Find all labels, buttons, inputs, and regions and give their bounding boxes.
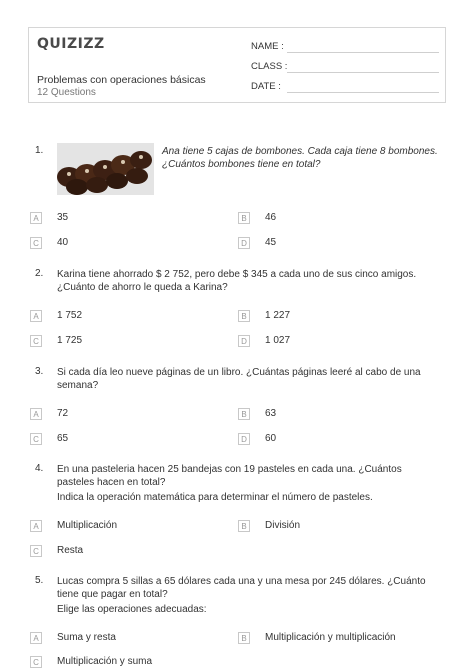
option-text: División — [265, 520, 301, 531]
option-text: Multiplicación y suma — [57, 656, 153, 667]
option-letter: C — [30, 237, 42, 249]
option-letter: A — [30, 212, 42, 224]
option-letter: A — [30, 520, 42, 532]
question-number: 2. — [35, 268, 44, 279]
option-text: 45 — [265, 237, 277, 248]
option-letter: B — [238, 632, 250, 644]
option-letter: C — [30, 545, 42, 557]
option-text: 46 — [265, 212, 277, 223]
option-letter: A — [30, 310, 42, 322]
class-field[interactable] — [251, 61, 287, 72]
option-text: 63 — [265, 408, 277, 419]
question-text: Ana tiene 5 cajas de bombones. Cada caja tiene 8 bombones. ¿Cuántos bombones tiene en total? — [162, 146, 438, 170]
option-text: Resta — [57, 545, 84, 556]
question-number: 4. — [35, 463, 44, 474]
question-number: 3. — [35, 366, 44, 377]
worksheet-title: Problemas con operaciones básicas — [37, 74, 206, 86]
option-letter: C — [30, 335, 42, 347]
option-text: 35 — [57, 212, 69, 223]
class-label: CLASS : — [251, 61, 288, 72]
option-letter: B — [238, 310, 250, 322]
option-text: 1 752 — [57, 310, 83, 321]
question-instruction: Indica la operación matemática para determinar el número de pasteles. — [57, 492, 373, 503]
option-text: 1 725 — [57, 335, 83, 346]
option-text: 1 027 — [265, 335, 291, 346]
option-text: Multiplicación y multiplicación — [265, 632, 396, 643]
name-label: NAME : — [251, 41, 284, 52]
class-line — [287, 72, 439, 73]
question-text: Si cada día leo nueve páginas de un libro. ¿Cuántas páginas leeré al cabo de una semana? — [57, 367, 421, 391]
question-text: Lucas compra 5 sillas a 65 dólares cada una y una mesa por 245 dólares. ¿Cuánto tiene que pagar en total? — [57, 576, 426, 600]
option-letter: A — [30, 408, 42, 420]
date-label: DATE : — [251, 81, 281, 92]
worksheet-header — [28, 27, 446, 103]
question-number: 1. — [35, 145, 44, 156]
option-text: 65 — [57, 433, 69, 444]
option-text: 1 227 — [265, 310, 291, 321]
option-text: 72 — [57, 408, 69, 419]
question-instruction: Elige las operaciones adecuadas: — [57, 604, 207, 615]
question-text: Karina tiene ahorrado $ 2 752, pero debe $ 345 a cada uno de sus cinco amigos. ¿Cuánto de ahorro le queda a Karina? — [57, 269, 417, 293]
option-text: 60 — [265, 433, 277, 444]
option-letter: D — [238, 335, 250, 347]
name-line — [287, 52, 439, 53]
chocolates-image — [57, 143, 154, 195]
option-text: Multiplicación — [57, 520, 118, 531]
name-field[interactable] — [251, 41, 284, 52]
question-count: 12 Questions — [37, 87, 96, 98]
option-letter: B — [238, 408, 250, 420]
question-text: En una pasteleria hacen 25 bandejas con 19 pasteles en cada una. ¿Cuántos pasteles hacen en total? — [57, 464, 402, 488]
option-letter: D — [238, 237, 250, 249]
option-text: Suma y resta — [57, 632, 116, 643]
option-letter: C — [30, 433, 42, 445]
option-letter: A — [30, 632, 42, 644]
option-letter: D — [238, 433, 250, 445]
quizizz-logo: QUIZIZZ — [37, 36, 105, 52]
option-text: 40 — [57, 237, 69, 248]
date-field[interactable] — [251, 81, 281, 92]
option-letter: C — [30, 656, 42, 668]
option-letter: B — [238, 212, 250, 224]
date-line — [287, 92, 439, 93]
option-letter: B — [238, 520, 250, 532]
question-number: 5. — [35, 575, 44, 586]
